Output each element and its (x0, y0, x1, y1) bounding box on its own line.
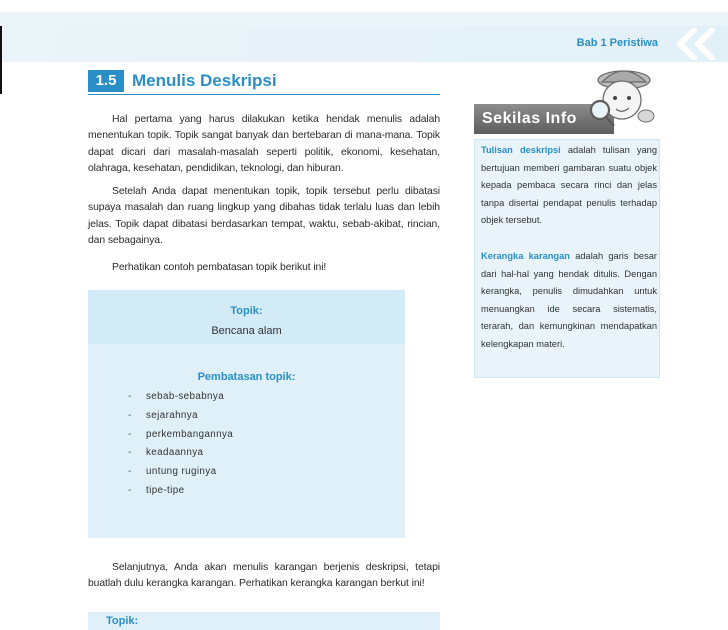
info-term-description: Tulisan deskripsi (481, 145, 561, 155)
outline-topic-box (88, 612, 440, 630)
list-item (128, 426, 233, 445)
detective-mascot-icon (580, 66, 662, 128)
top-strip (0, 12, 728, 26)
info-text-outline: adalah garis besar dari hal-hal yang hendak ditulis. Dengan kerangka, penulis dimudahkan untuk menuangkan ide secara sistematis, terarah, dan kemungkinan mendapatkan kelengkapan materi. (481, 251, 657, 349)
paragraph-example-lead: Perhatikan contoh pembatasan topik berikut ini! (112, 262, 327, 273)
list-item-text: perkembangannya (146, 428, 234, 440)
bullet: - (128, 428, 132, 440)
running-header (0, 26, 728, 62)
list-item-text: tipe-tipe (146, 484, 185, 496)
info-text-description: adalah tulisan yang bertujuan memberi gambaran suatu objek kepada pembaca secara rinci dan jelas tanpa disertai pendapat penulis terhadap objek tersebut. (481, 145, 658, 226)
list-item (128, 463, 233, 482)
left-margin-rule (0, 26, 2, 94)
list-item (128, 388, 233, 407)
info-banner: Sekilas Info (474, 104, 614, 134)
bullet: - (128, 466, 132, 478)
outline-topic-label: Topik: (106, 615, 139, 627)
info-term-outline: Kerangka karangan (481, 251, 570, 261)
section-number: 1.5 (88, 70, 124, 92)
topic-value: Bencana alam (211, 325, 282, 337)
list-item-text: untung ruginya (146, 466, 217, 478)
paragraph-limiting: Setelah Anda dapat menentukan topik, topik tersebut perlu dibatasi supaya masalah dan ruang lingkup yang dibahas tidak terlalu luas dan lebih jelas. Topik dapat dibatasi berdasarkan tempat, waktu, sebab-akibat, rincian, dan sebagainya. (88, 186, 440, 247)
paragraph-intro: Hal pertama yang harus dilakukan ketika hendak menulis adalah menentukan topik. Topik sangat banyak dan bertebaran di mana-mana. Topik dapat dicari dari masalah-masalah seperti politik, ekonomi, kesehatan, olahraga, kesehatan, pendidikan, teknologi, dan hiburan. (88, 114, 440, 175)
bullet: - (128, 391, 132, 402)
list-item-text: keadaannya (146, 447, 204, 459)
topic-example-box (88, 290, 405, 538)
limit-label: Pembatasan topik: (197, 371, 296, 383)
list-item-text: sebab-sebabnya (146, 391, 225, 402)
chapter-label: Bab 1 Peristiwa (576, 37, 658, 49)
bullet: - (128, 409, 132, 421)
list-item (128, 482, 233, 501)
info-paragraph-description (481, 142, 657, 230)
bullet: - (128, 447, 132, 459)
chevron-left-icon (672, 28, 720, 60)
topic-label: Topik: (230, 305, 263, 317)
list-item (128, 444, 233, 463)
list-item (128, 407, 233, 426)
section-title: Menulis Deskripsi (132, 71, 277, 90)
limit-list (128, 388, 233, 501)
info-paragraph-outline (481, 248, 657, 354)
section-heading (88, 70, 440, 95)
bullet: - (128, 484, 132, 496)
paragraph-outline-lead: Selanjutnya, Anda akan menulis karangan berjenis deskripsi, tetapi buatlah dulu kerangka karangan. Perhatikan kerangka karangan berkut ini! (88, 562, 440, 590)
list-item-text: sejarahnya (146, 409, 198, 421)
